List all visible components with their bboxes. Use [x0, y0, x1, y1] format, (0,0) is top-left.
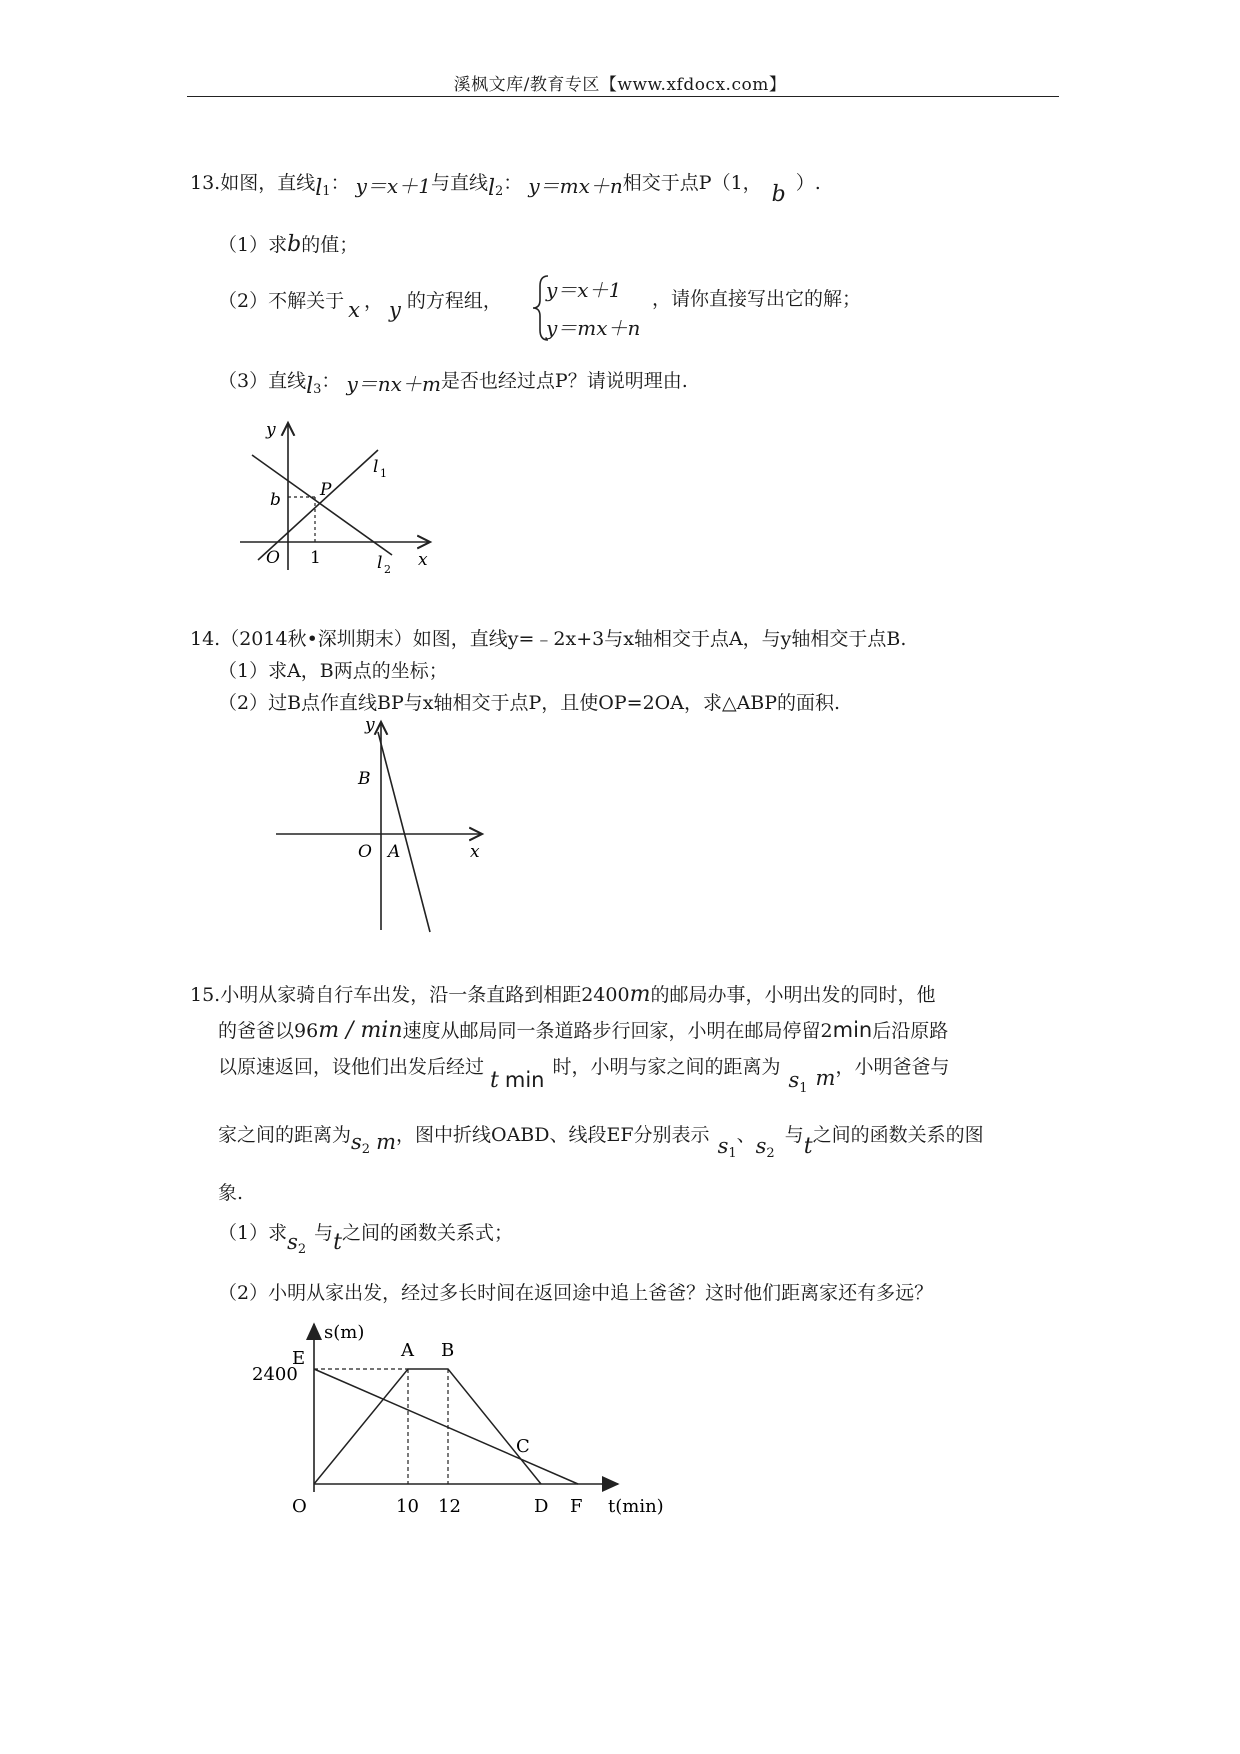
- q15-s2-sub: 2: [766, 1146, 775, 1161]
- q15-s1-sub: 1: [728, 1146, 737, 1161]
- q15-fig-y-label: s(m): [324, 1322, 365, 1343]
- q13-colon: ：: [330, 172, 350, 194]
- q13-stem: [190, 170, 821, 207]
- q13-part3-text: 是否也经过点P？请说明理由.: [440, 370, 688, 392]
- q13-l2: l: [487, 176, 495, 201]
- q13-fig-y-label: y: [266, 420, 276, 440]
- q13-eq3: y＝nx＋m: [346, 372, 441, 396]
- q13-b: b: [771, 182, 786, 207]
- q15-text: 以原速返回，设他们出发后经过: [218, 1056, 485, 1078]
- q15-text: 与: [784, 1124, 804, 1146]
- q15-line3: [218, 1054, 950, 1096]
- q15-line5: 象.: [218, 1182, 244, 1204]
- q13-l3: l: [306, 374, 314, 399]
- q13-fig-l2-sub: 2: [384, 563, 391, 576]
- q13-l2-sub: 2: [495, 184, 504, 199]
- q14-part2: （2）过B点作直线BP与x轴相交于点P，且使OP=2OA，求△ABP的面积.: [218, 692, 841, 714]
- q15-text: 的邮局办事，小明出发的同时，他: [650, 984, 936, 1006]
- q13-fig-l1-sub: 1: [380, 467, 387, 480]
- q15-text: 速度从邮局同一条道路步行回家，小明在邮局停留2: [402, 1020, 833, 1042]
- q15-unit-m: m: [376, 1130, 396, 1154]
- q13-fig-one: 1: [310, 548, 321, 568]
- q13-l3-sub: 3: [313, 382, 322, 397]
- q15-text: ，小明爸爸与: [835, 1056, 950, 1078]
- q13-part2-tail: ，请你直接写出它的解；: [652, 288, 862, 310]
- q15-t: t: [333, 1230, 343, 1255]
- q13-figure: [230, 415, 440, 580]
- q13-part1: [218, 232, 358, 258]
- q13-number: 13.: [190, 172, 221, 194]
- q15-part1-text: 与: [314, 1222, 334, 1244]
- q13-colon: ：: [321, 370, 341, 392]
- q15-separator: 、: [736, 1124, 756, 1146]
- q15-text: 的爸爸以96: [218, 1020, 319, 1042]
- q15-fig-c: C: [516, 1436, 530, 1457]
- q15-unit-min: min: [832, 1018, 873, 1042]
- q15-fig-a: A: [401, 1340, 414, 1361]
- q15-s2: s: [287, 1230, 298, 1254]
- q15-text: 家之间的距离为: [218, 1124, 352, 1146]
- q13-eq1: y＝x＋1: [355, 174, 431, 198]
- q15-part1-text: 之间的函数关系式；: [342, 1222, 514, 1244]
- q15-fig-t12: 12: [438, 1496, 461, 1517]
- q13-text: 如图，直线: [220, 172, 316, 194]
- q13-part2-text: （2）不解关于: [218, 290, 345, 312]
- q15-line4: [218, 1122, 984, 1161]
- q15-fig-t10: 10: [396, 1496, 419, 1517]
- q14-stem: 14.（2014秋•深圳期末）如图，直线y=﹣2x+3与x轴相交于点A，与y轴相交于点B.: [190, 628, 907, 650]
- q15-t: t: [490, 1068, 499, 1093]
- q15-fig-2400: 2400: [252, 1364, 298, 1385]
- q13-eq2: y＝mx＋n: [528, 174, 623, 198]
- q15-fig-x-label: t(min): [608, 1496, 664, 1517]
- q13-part2-y: y: [388, 298, 401, 322]
- q14-fig-origin: O: [358, 842, 372, 862]
- q13-l1-sub: 1: [322, 184, 331, 199]
- q15-part1-text: （1）求: [218, 1222, 288, 1244]
- q15-text: 15.小明从家骑自行车出发，沿一条直路到相距2400: [190, 984, 630, 1006]
- q13-part2-x: x: [348, 298, 360, 322]
- q13-system-eq1: y＝x＋1: [546, 278, 622, 302]
- q13-fig-b: b: [270, 490, 281, 510]
- q13-text: 相交于点P（1，: [622, 172, 762, 194]
- q15-s1: s: [717, 1134, 729, 1158]
- q13-fig-l1: l: [373, 457, 379, 477]
- q13-text: 与直线: [430, 172, 488, 194]
- q13-part3-text: （3）直线: [218, 370, 307, 392]
- q14-fig-a: A: [388, 842, 401, 862]
- q15-s2-sub: 2: [361, 1142, 371, 1157]
- q14-part1: （1）求A，B两点的坐标；: [218, 660, 448, 682]
- q15-segment-EF: [314, 1369, 578, 1484]
- q13-l1: l: [315, 176, 323, 201]
- q13-part2-comma: ，: [363, 290, 383, 312]
- q15-line1: [190, 982, 935, 1008]
- q15-s2: s: [351, 1130, 362, 1154]
- q15-fig-d: D: [534, 1496, 549, 1517]
- q15-fig-origin: O: [292, 1496, 307, 1517]
- q15-polyline-OABD: [314, 1369, 541, 1484]
- q15-speed-unit: m / min: [318, 1018, 403, 1043]
- q13-colon: ：: [503, 172, 523, 194]
- q15-t: t: [803, 1134, 813, 1159]
- q15-unit-min: min: [504, 1068, 545, 1092]
- q15-s1-sub: 1: [799, 1081, 808, 1096]
- q15-part2: （2）小明从家出发，经过多长时间在返回途中追上爸爸？这时他们距离家还有多远？: [218, 1282, 934, 1304]
- q14-fig-b: B: [358, 769, 371, 789]
- q13-part1-b: b: [287, 232, 302, 257]
- q15-text: 后沿原路: [872, 1020, 949, 1042]
- q13-system-eq2: y＝mx＋n: [546, 316, 641, 340]
- q13-part2-text: 的方程组，: [406, 290, 502, 312]
- q15-figure: [248, 1312, 678, 1517]
- q13-fig-origin: O: [266, 548, 280, 568]
- q15-s2: s: [755, 1134, 767, 1158]
- q13-part1-text: 的值；: [301, 234, 359, 256]
- q13-fig-p: P: [320, 480, 332, 500]
- q15-part1: [218, 1220, 514, 1257]
- q13-part1-text: （1）求: [218, 234, 288, 256]
- q13-fig-l2: l: [377, 553, 383, 573]
- q15-s1: s: [788, 1068, 800, 1092]
- q15-fig-f: F: [570, 1496, 583, 1517]
- q13-fig-x-label: x: [418, 550, 428, 570]
- q15-line2: [218, 1018, 948, 1044]
- header-divider: [187, 96, 1059, 97]
- q15-unit-m: m: [629, 982, 651, 1007]
- q15-s2-sub: 2: [297, 1242, 307, 1257]
- page-header: 溪枫文库/教育专区【www.xfdocx.com】: [453, 75, 787, 95]
- q13-part3: [218, 368, 688, 399]
- q15-text: 之间的函数关系的图: [812, 1124, 984, 1146]
- q15-unit-m: m: [815, 1066, 836, 1090]
- q15-fig-e: E: [292, 1348, 306, 1369]
- q15-fig-b: B: [441, 1340, 455, 1361]
- q13-text: ）.: [795, 172, 821, 194]
- q15-text: ，图中折线OABD、线段EF分别表示: [396, 1124, 710, 1146]
- q14-figure: [270, 712, 490, 937]
- q14-line: [378, 732, 430, 932]
- q13-part2: [218, 288, 502, 322]
- q14-fig-x-label: x: [470, 842, 480, 862]
- q14-fig-y-label: y: [365, 715, 375, 735]
- q15-text: 时，小明与家之间的距离为: [552, 1056, 781, 1078]
